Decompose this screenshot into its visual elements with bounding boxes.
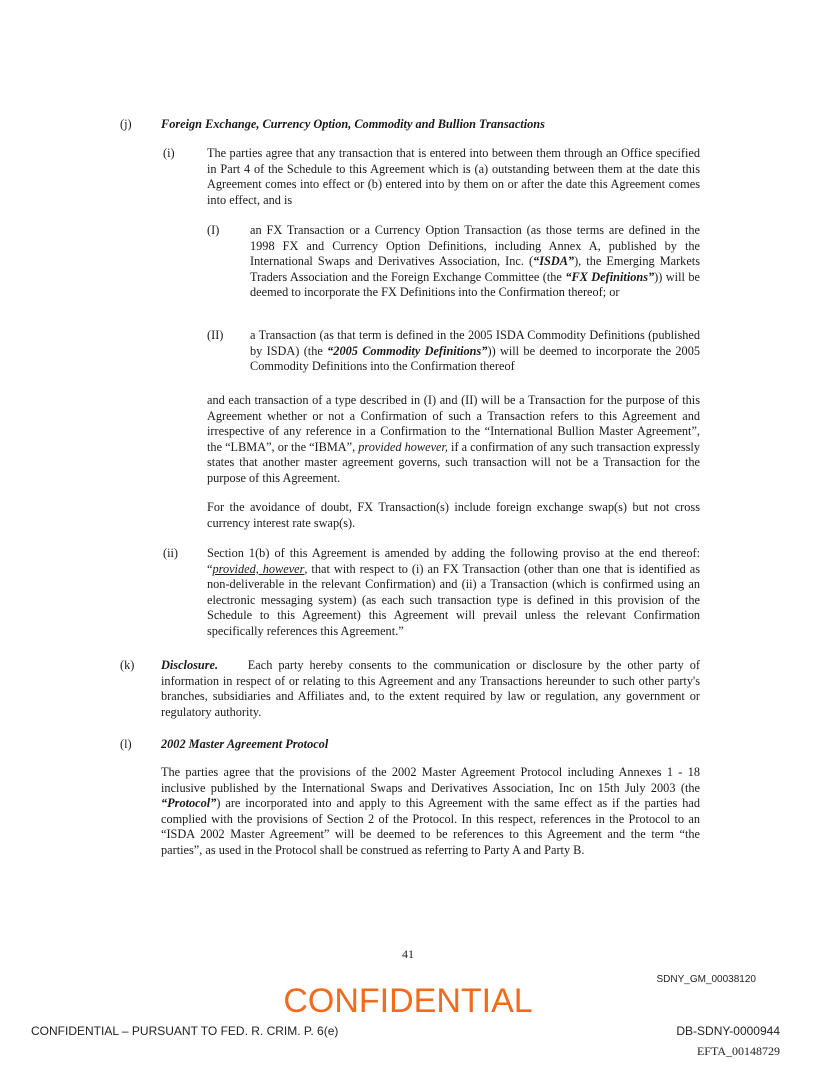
text-run: an FX Transaction or a Currency Option Transaction (as those terms are defined in the 1998 FX and Currency Option Definitions, including Annex A, published by the International Swaps and Derivatives Association, Inc. ( [250, 223, 700, 269]
proviso-italic: provided however, [358, 439, 448, 454]
text-run: Section 1(b) of this Agreement is amended by adding the following proviso at the end thereof: “ [207, 546, 700, 576]
section-k-label: (k) [120, 658, 135, 672]
efta-identifier: EFTA_00148729 [696, 1044, 780, 1058]
section-k-body [161, 658, 700, 720]
section-j-label: (j) [120, 117, 132, 131]
text-run: , that with respect to (i) an FX Transaction (other than one that is identified as non-deliverable in the relevant Confirmation) and (ii) a Transaction (which is confirmed using an electronic messaging system) (as each such transaction type is defined in this provision of the Schedule to this Agreement) this Agreement will prevail unless the relevant Confirmation specifically references this Agreement.” [207, 561, 700, 638]
text-run: ) are incorporated into and apply to this Agreement with the same effect as if the parties had complied with the provisions of Section 2 of the Protocol. In this respect, references in the Protocol to an “ISDA 2002 Master Agreement” will be deemed to be references to this Agreement and the term “the parties”, as used in the Protocol shall be construed as referring to Party A and Party B. [161, 796, 700, 857]
defined-term-fx-definitions: “FX Definitions” [565, 269, 655, 284]
text-run: Each party hereby consents to the communication or disclosure by the other party of information in respect of or relating to this Agreement and any Transactions hereunder to such other party's branches, subsidiaries and Affiliates and, to the extent required by law or regulation, any government or regulatory authority. [161, 658, 700, 719]
section-l-label: (l) [120, 737, 132, 751]
paragraph: For the avoidance of doubt, FX Transaction(s) include foreign exchange swap(s) but not cross currency interest rate swap(s). [207, 500, 700, 530]
item-I-label: (I) [207, 223, 220, 237]
text-run: a Transaction (as that term is defined in the 2005 ISDA Commodity Definitions (published by ISDA) (the [250, 328, 700, 358]
text-run: )) will be deemed to incorporate the 2005 Commodity Definitions into the Confirmation thereof [250, 343, 700, 374]
item-I-text [250, 223, 700, 301]
confidential-notice: CONFIDENTIAL – PURSUANT TO FED. R. CRIM. P. 6(e) [31, 1024, 339, 1038]
defined-term-2005-commodity: “2005 Commodity Definitions” [327, 343, 488, 358]
section-k-heading: Disclosure. [161, 658, 219, 672]
confidential-stamp: CONFIDENTIAL [283, 982, 533, 1020]
subsection-i-label: (i) [163, 146, 175, 160]
avoidance-of-doubt [207, 500, 700, 531]
subsection-ii-label: (ii) [163, 546, 179, 560]
subsection-i-closing [207, 393, 700, 487]
subsection-i-intro [207, 146, 700, 208]
paragraph: The parties agree that any transaction that is entered into between them through an Office specified in Part 4 of the Schedule to this Agreement which is (a) outstanding between them at the date this Agreement comes into effect or (b) entered into by them on or after the date this Agreement comes into effect, and is [207, 146, 700, 207]
text-run: The parties agree that the provisions of the 2002 Master Agreement Protocol including Annexes 1 - 18 inclusive published by the International Swaps and Derivatives Association, Inc on 15th July 2003 (the [161, 765, 700, 795]
item-II-label: (II) [207, 328, 224, 342]
proviso-underlined: provided, however [212, 561, 305, 576]
defined-term-protocol: “Protocol” [161, 796, 217, 811]
section-j-heading: Foreign Exchange, Currency Option, Commodity and Bullion Transactions [161, 117, 545, 131]
subsection-ii-text [207, 546, 700, 640]
section-l-heading: 2002 Master Agreement Protocol [161, 737, 329, 751]
text-run: ), the Emerging Markets Traders Association and the Foreign Exchange Committee (the [250, 254, 700, 284]
text-run: and each transaction of a type described in (I) and (II) will be a Transaction for the purpose of this Agreement whether or not a Confirmation of such a Transaction refers to this Agreement and irrespective of any reference in a Confirmation to the “International Bullion Master Agreement”, the “LBMA”, or the “IBMA”, [207, 393, 700, 454]
defined-term-isda: “ISDA” [533, 254, 575, 269]
bates-number-right: DB-SDNY-0000944 [676, 1024, 780, 1038]
page-number: 41 [402, 947, 414, 961]
bates-number-top: SDNY_GM_00038120 [656, 974, 756, 985]
text-run: )) will be deemed to incorporate the FX Definitions into the Confirmation thereof; or [250, 269, 700, 300]
text-run: if a confirmation of any such transaction expressly states that another master agreement governs, such transaction will not be a Transaction for the purpose of this Agreement. [207, 439, 700, 485]
item-II-text [250, 328, 700, 375]
section-l-body [161, 765, 700, 859]
